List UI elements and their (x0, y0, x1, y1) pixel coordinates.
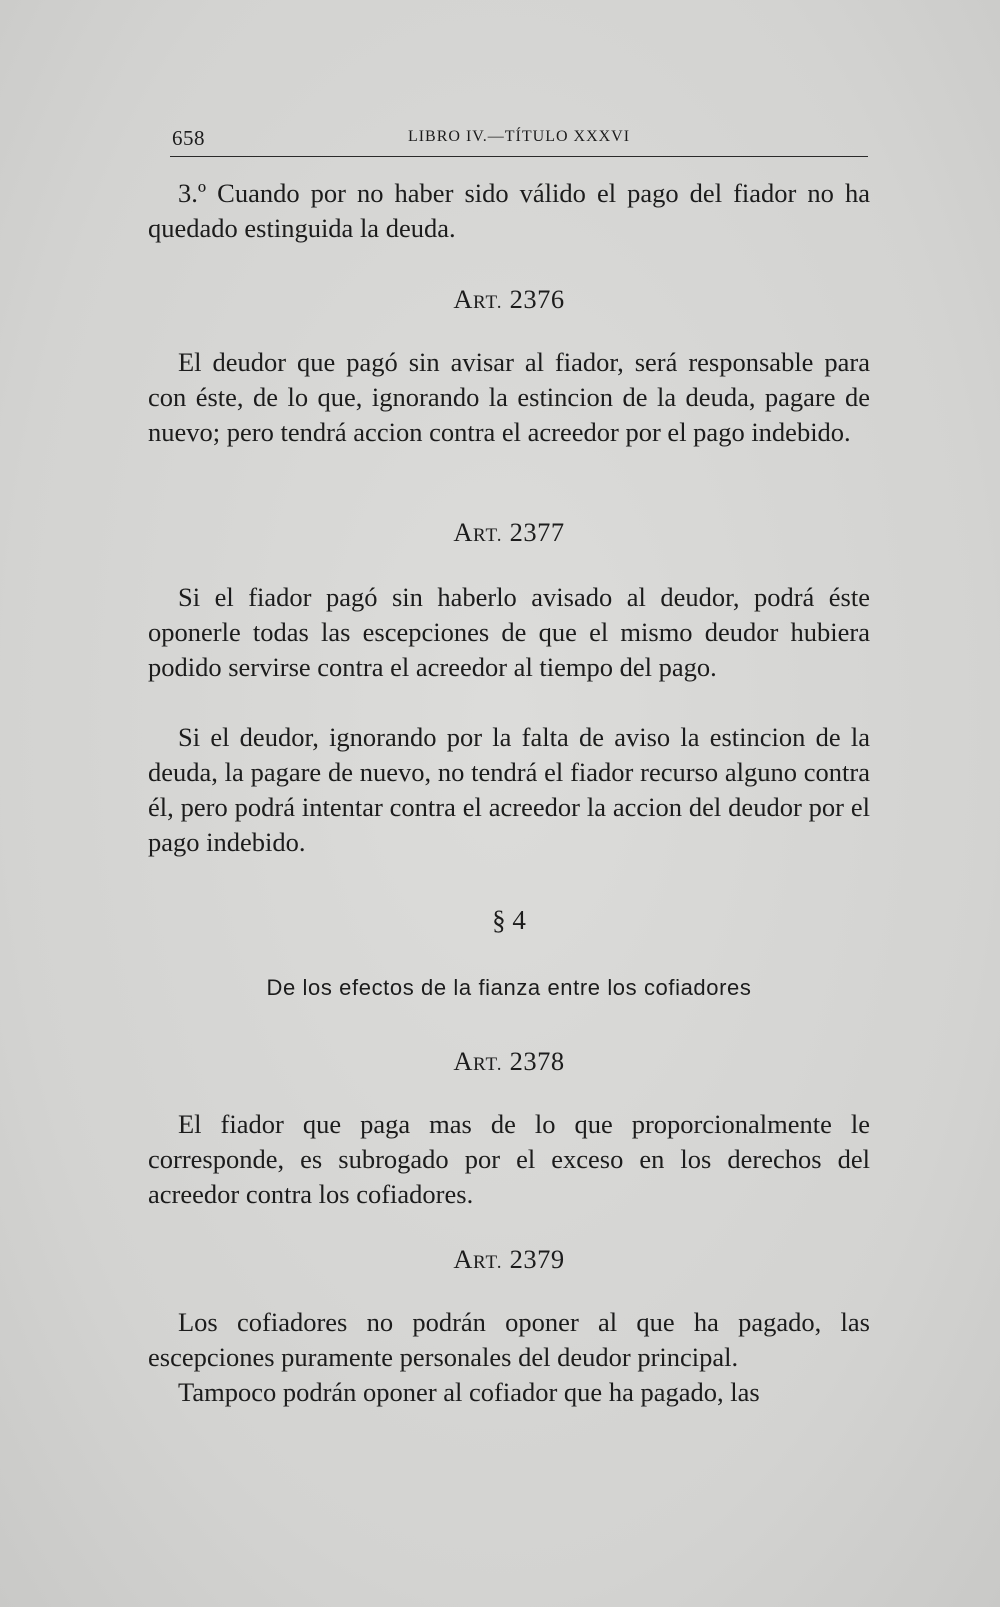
page-header (170, 122, 868, 157)
running-title: LIBRO IV.—TÍTULO XXXVI (407, 128, 631, 145)
section-title: De los efectos de la fianza entre los cofiadores (266, 975, 752, 1000)
article-2379-paragraph-2: Tampoco podrán oponer al cofiador que ha pagado, las (178, 1377, 760, 1407)
section-mark: § 4 (492, 905, 526, 935)
article-heading-2377: ART. 2377 (453, 517, 565, 547)
article-2377-paragraph-1: Si el fiador pagó sin haberlo avisado al deudor, podrá éste oponerle todas las escepciones de que el mismo deudor hubiera podido servirse contra el acreedor al tiempo del pago. (148, 582, 870, 682)
article-heading-2376: ART. 2376 (453, 284, 565, 314)
article-heading-2378: ART. 2378 (453, 1046, 565, 1076)
article-2376-text: El deudor que pagó sin avisar al fiador, será responsable para con éste, de lo que, ignorando la estincion de la deuda, pagare de nuevo; pero tendrá accion contra el acreedor por el pago indebido. (148, 347, 870, 447)
article-2379-paragraph-1: Los cofiadores no podrán oponer al que ha pagado, las escepciones puramente personales del deudor principal. (148, 1307, 870, 1372)
article-2377-paragraph-2: Si el deudor, ignorando por la falta de aviso la estincion de la deuda, la pagare de nuevo, no tendrá el fiador recurso alguno contra él, pero podrá intentar contra el acreedor la accion del deudor por el pago indebido. (148, 722, 870, 857)
page-number: 658 (172, 126, 205, 150)
article-heading-2379: ART. 2379 (453, 1244, 565, 1274)
paragraph-3-cuando: 3.º Cuando por no haber sido válido el pago del fiador no ha quedado estinguida la deuda. (148, 178, 870, 243)
article-2378-text: El fiador que paga mas de lo que proporcionalmente le corresponde, es subrogado por el exceso en los derechos del acreedor contra los cofiadores. (148, 1109, 870, 1209)
